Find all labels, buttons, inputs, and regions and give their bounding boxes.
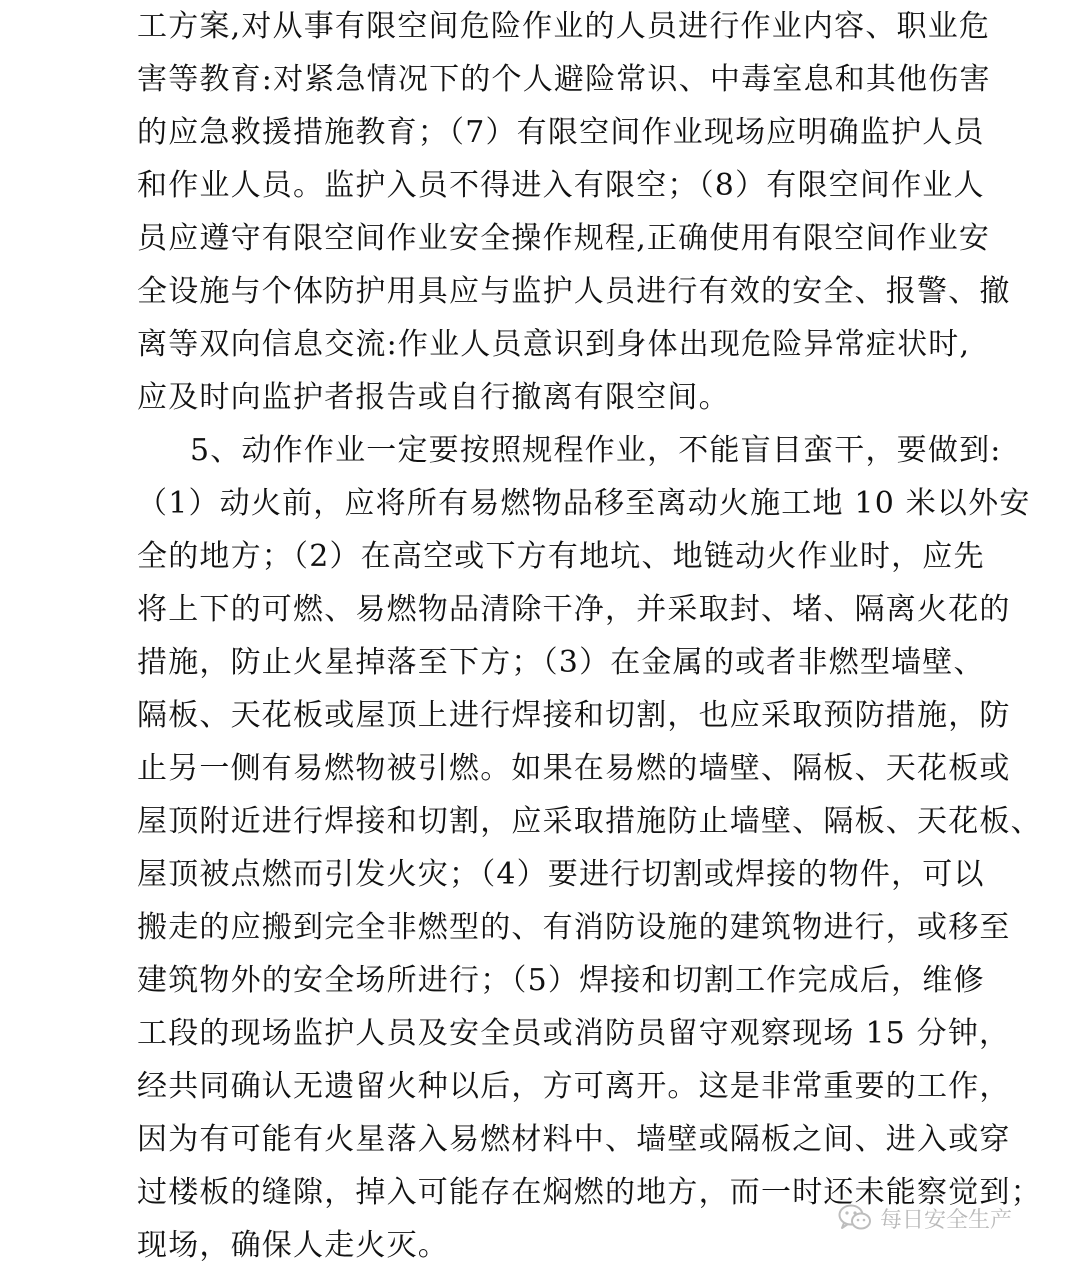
text-line: 工方案,对从事有限空间危险作业的人员进行作业内容、职业危 <box>137 9 991 44</box>
text-line: 将上下的可燃、易燃物品清除干净，并采取封、堵、隔离火花的 <box>137 592 1011 627</box>
text-line: 措施，防止火星掉落至下方；（3）在金属的或者非燃型墙壁、 <box>137 645 985 680</box>
text-line: 屋顶附近进行焊接和切割，应采取措施防止墙壁、隔板、天花板、 <box>137 804 1042 839</box>
text-line: 员应遵守有限空间作业安全操作规程,正确使用有限空间作业安 <box>137 221 991 256</box>
text-line: 工段的现场监护人员及安全员或消防员留守观察现场 15 分钟， <box>137 1016 1011 1051</box>
text-line: 和作业人员。监护入员不得进入有限空；（8）有限空间作业人 <box>137 168 985 203</box>
text-line: 搬走的应搬到完全非燃型的、有消防设施的建筑物进行，或移至 <box>137 910 1011 945</box>
paragraph-start-line: 5、动作作业一定要按照规程作业，不能盲目蛮干，要做到: <box>190 433 1002 468</box>
text-line: 全的地方；（2）在高空或下方有地坑、地链动火作业时，应先 <box>137 539 985 574</box>
text-line: 止另一侧有易燃物被引燃。如果在易燃的墙壁、隔板、天花板或 <box>137 751 1011 786</box>
text-line: 害等教育:对紧急情况下的个人避险常识、中毒室息和其他伤害 <box>137 62 991 97</box>
text-line: （1）动火前，应将所有易燃物品移至离动火施工地 10 米以外安 <box>137 486 1031 521</box>
text-line: 现场，确保人走火灭。 <box>137 1228 449 1263</box>
watermark-text: 每日安全生产 <box>880 1207 1013 1233</box>
text-line: 的应急救援措施教育；（7）有限空间作业现场应明确监护人员 <box>137 115 985 150</box>
text-line: 隔板、天花板或屋顶上进行焊接和切割，也应采取预防措施，防 <box>137 698 1011 733</box>
text-line: 应及时向监护者报告或自行撤离有限空间。 <box>137 380 730 415</box>
text-line: 屋顶被点燃而引发火灾；（4）要进行切割或焊接的物件，可以 <box>137 857 985 892</box>
wechat-icon <box>838 1204 872 1232</box>
text-line: 建筑物外的安全场所进行；（5）焊接和切割工作完成后，维修 <box>137 963 985 998</box>
text-line: 离等双向信息交流:作业人员意识到身体出现危险异常症状时, <box>137 327 971 362</box>
text-line: 全设施与个体防护用具应与监护人员进行有效的安全、报警、撤 <box>137 274 1011 309</box>
text-line: 因为有可能有火星落入易燃材料中、墙壁或隔板之间、进入或穿 <box>137 1122 1011 1157</box>
text-line: 经共同确认无遗留火种以后，方可离开。这是非常重要的工作， <box>137 1069 1011 1104</box>
watermark <box>838 1198 1012 1238</box>
text-line: 过楼板的缝隙，掉入可能存在焖燃的地方，而一时还未能察觉到； <box>137 1175 1042 1210</box>
